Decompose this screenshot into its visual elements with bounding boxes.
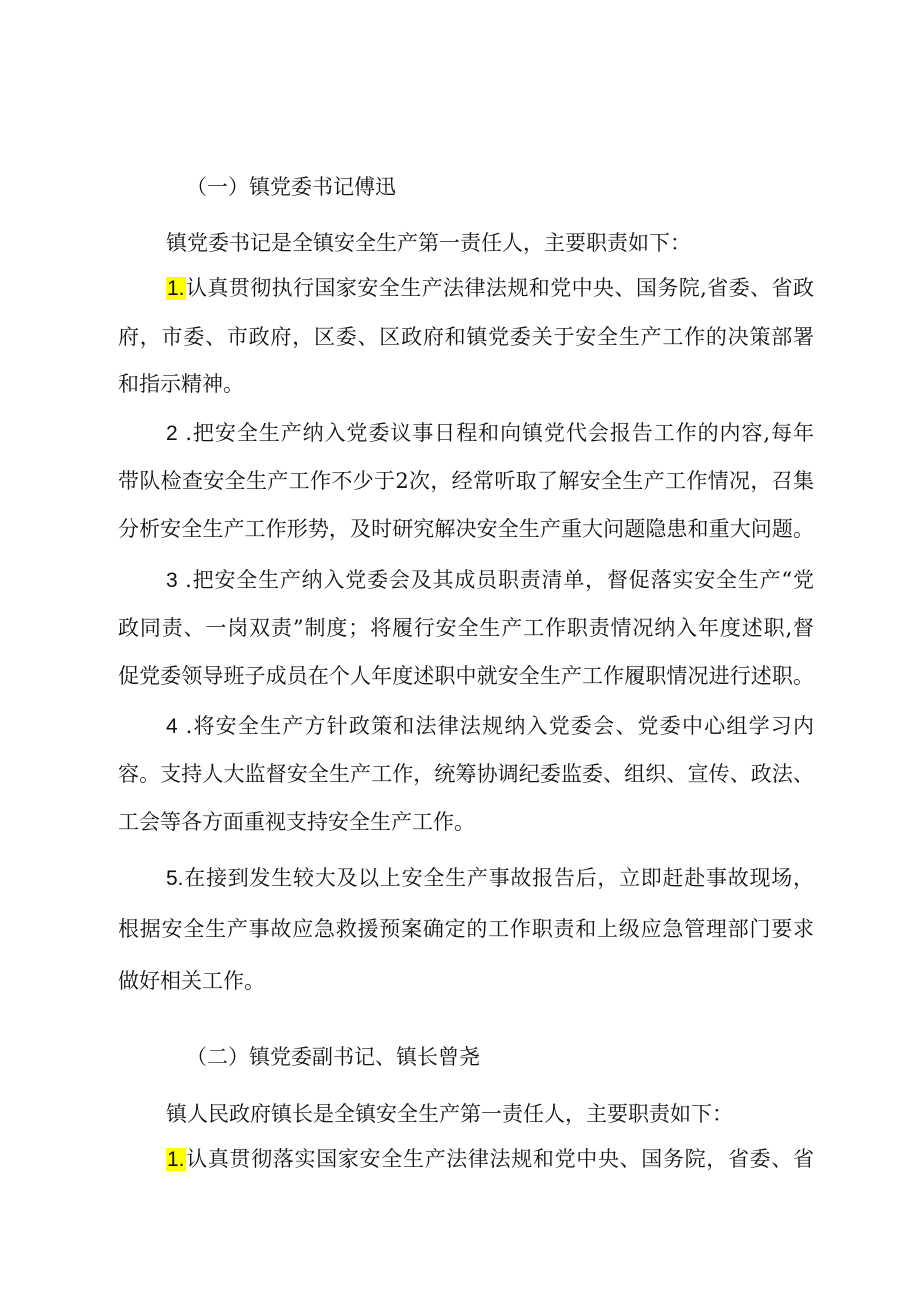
section1-item3-line3: 促党委领导班子成员在个人年度述职中就安全生产工作履职情况进行述职。 — [118, 664, 814, 688]
section1-item5-line3: 做好相关工作。 — [118, 969, 265, 993]
item-number: 2 — [166, 422, 178, 445]
section1-item5-line2: 根据安全生产事故应急救援预案确定的工作职责和上级应急管理部门要求 — [118, 917, 814, 941]
section1-item2-line2: 带队检查安全生产工作不少于2次，经常听取了解安全生产工作情况，召集 — [118, 469, 814, 493]
section1-item5-line1: 5.在接到发生较大及以上安全生产事故报告后，立即赶赴事故现场， — [166, 866, 814, 890]
section1-item3-line1: 3 .把安全生产纳入党委会及其成员职责清单，督促落实安全生产“党 — [166, 568, 814, 592]
section1-item1-line1: 1.认真贯彻执行国家安全生产法律法规和党中央、国务院,省委、省政 — [167, 276, 814, 300]
section2-item1-line1: 1.认真贯彻落实国家安全生产法律法规和党中央、国务院，省委、省 — [167, 1147, 814, 1171]
section1-item2-line1: 2 .把安全生产纳入党委议事日程和向镇党代会报告工作的内容,每年 — [166, 421, 814, 445]
section2-intro: 镇人民政府镇长是全镇安全生产第一责任人，主要职责如下： — [166, 1102, 733, 1126]
item-number-highlight: 1. — [167, 1148, 185, 1171]
item-number: 5. — [166, 867, 184, 890]
item-number-highlight: 1. — [167, 277, 185, 300]
section1-item4-line1: 4 .将安全生产方针政策和法律法规纳入党委会、党委中心组学习内 — [166, 714, 814, 738]
section1-item3-line2: 政同责、一岗双责”制度；将履行安全生产工作职责情况纳入年度述职,督 — [118, 616, 814, 640]
section1-item4-line2: 容。支持人大监督安全生产工作，统筹协调纪委监委、组织、宣传、政法、 — [118, 762, 814, 786]
section1-item2-line3: 分析安全生产工作形势，及时研究解决安全生产重大问题隐患和重大问题。 — [118, 517, 814, 541]
section2-heading: （二）镇党委副书记、镇长曾尧 — [186, 1045, 480, 1069]
item-number: 3 — [166, 569, 178, 592]
section1-heading: （一）镇党委书记傅迅 — [186, 175, 396, 199]
section1-item1-line3: 和指示精神。 — [118, 372, 244, 396]
section1-intro: 镇党委书记是全镇安全生产第一责任人，主要职责如下： — [166, 231, 691, 255]
section1-item1-line2: 府，市委、市政府，区委、区政府和镇党委关于安全生产工作的决策部署 — [118, 325, 814, 349]
section1-item4-line3: 工会等各方面重视支持安全生产工作。 — [118, 810, 475, 834]
item-number: 4 — [166, 715, 178, 738]
